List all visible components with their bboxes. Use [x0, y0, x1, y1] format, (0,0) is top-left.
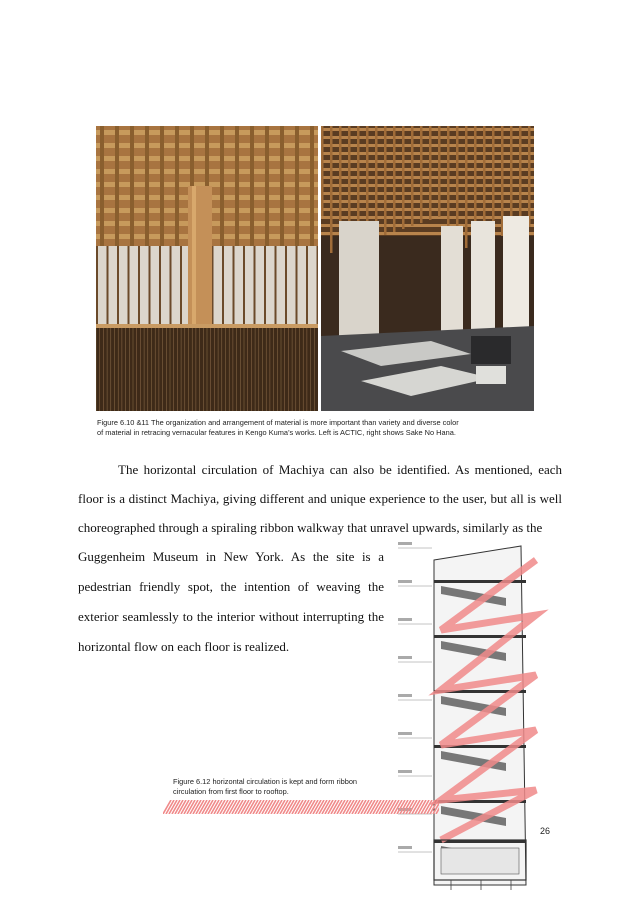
- caption-line: Figure 6.12 horizontal circulation is kept and form ribbon: [173, 777, 358, 786]
- ribbon-strip: [163, 800, 439, 814]
- caption-line: circulation from first floor to rooftop.: [173, 787, 289, 796]
- photo-sake-no-hana: [321, 126, 534, 411]
- caption-line: of material in retracing vernacular features in Kengo Kuma’s works. Left is ACTIC, right shows Sake No Hana.: [97, 428, 456, 437]
- photo-actic-interior: [96, 126, 318, 411]
- page-number: 26: [540, 826, 551, 836]
- caption-line: Figure 6.10 &11 The organization and arrangement of material is more important than variety and diverse color: [97, 418, 459, 427]
- body-paragraph-full: The horizontal circulation of Machiya can also be identified. As mentioned, each floor is a distinct Machiya, giving different and unique experience to the user, but all is well choreographed through a spiraling ribbon walkway that unravel upwards, similarly as the: [78, 462, 562, 535]
- section-drawing: [396, 540, 566, 890]
- body-paragraph-narrow: Guggenheim Museum in New York. As the site is a pedestrian friendly spot, the intention of weaving the exterior seamlessly to the interior without interrupting the horizontal flow on each floor is realized.: [78, 549, 384, 654]
- figure-caption-bottom: [173, 777, 403, 797]
- figure-caption-top: [97, 418, 537, 438]
